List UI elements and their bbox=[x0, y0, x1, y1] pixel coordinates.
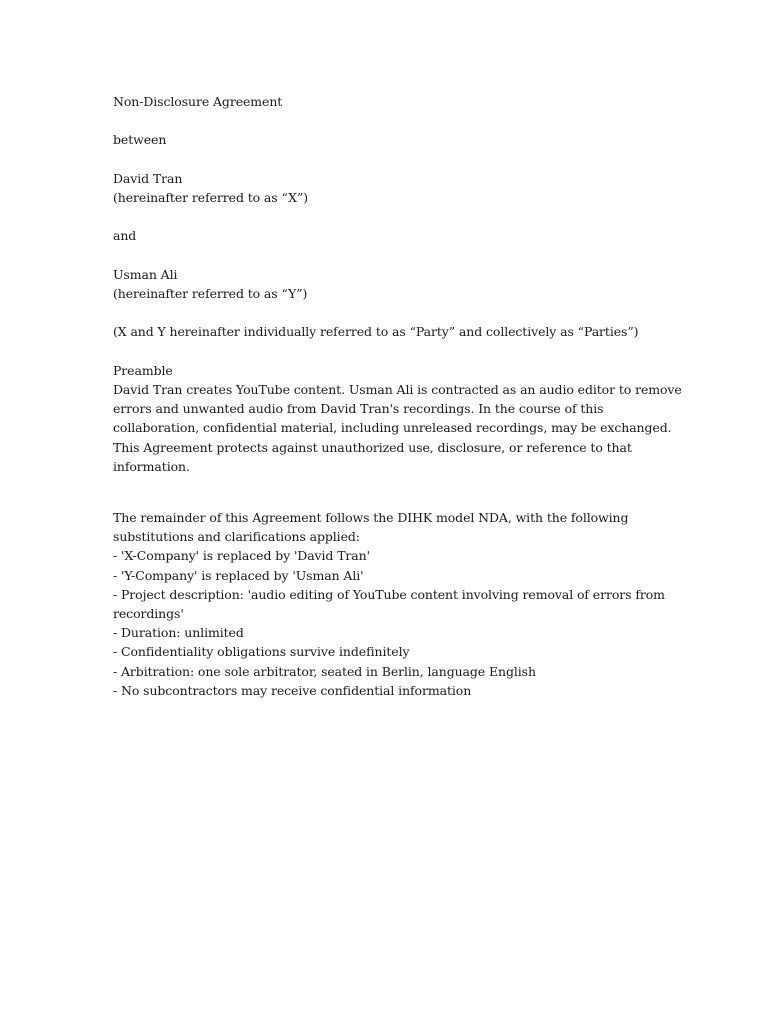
preamble-line: David Tran creates YouTube content. Usman Ali is contracted as an audio editor to remove bbox=[113, 381, 682, 397]
substitution-item: - Duration: unlimited bbox=[113, 625, 244, 641]
party-x-name: David Tran bbox=[113, 170, 183, 186]
spacer bbox=[113, 246, 673, 265]
document-body bbox=[113, 92, 682, 700]
substitution-item-continued: recordings' bbox=[113, 605, 184, 621]
spacer bbox=[113, 303, 673, 322]
document-title: Non-Disclosure Agreement bbox=[113, 94, 283, 109]
preamble-line: information. bbox=[113, 458, 190, 474]
between-text: between bbox=[113, 132, 167, 148]
spacer bbox=[113, 342, 673, 361]
substitution-item: - 'X-Company' is replaced by 'David Tran' bbox=[113, 548, 370, 564]
party-y-name: Usman Ali bbox=[113, 266, 178, 282]
spacer bbox=[113, 476, 673, 508]
substitution-item: - Confidentiality obligations survive indefinitely bbox=[113, 644, 410, 660]
and-text: and bbox=[113, 228, 137, 244]
party-x-reference: (hereinafter referred to as “X”) bbox=[113, 189, 308, 205]
substitution-item: - No subcontractors may receive confidential information bbox=[113, 682, 472, 698]
substitution-item: - Arbitration: one sole arbitrator, seated in Berlin, language English bbox=[113, 663, 536, 679]
remainder-line: The remainder of this Agreement follows the DIHK model NDA, with the following bbox=[113, 509, 629, 525]
spacer bbox=[113, 150, 673, 169]
spacer bbox=[113, 207, 673, 226]
remainder-line: substitutions and clarifications applied: bbox=[113, 529, 360, 545]
parties-definition: (X and Y hereinafter individually referred to as “Party” and collectively as “Parties”) bbox=[113, 324, 639, 340]
substitution-item: - Project description: 'audio editing of YouTube content involving removal of errors from bbox=[113, 586, 665, 602]
preamble-line: errors and unwanted audio from David Tran's recordings. In the course of this bbox=[113, 401, 604, 417]
spacer bbox=[113, 111, 673, 130]
preamble-line: collaboration, confidential material, including unreleased recordings, may be exchanged. bbox=[113, 420, 672, 436]
substitution-item: - 'Y-Company' is replaced by 'Usman Ali' bbox=[113, 567, 364, 583]
preamble-heading: Preamble bbox=[113, 362, 173, 378]
party-y-reference: (hereinafter referred to as “Y”) bbox=[113, 285, 308, 301]
preamble-line: This Agreement protects against unauthorized use, disclosure, or reference to that bbox=[113, 439, 632, 455]
